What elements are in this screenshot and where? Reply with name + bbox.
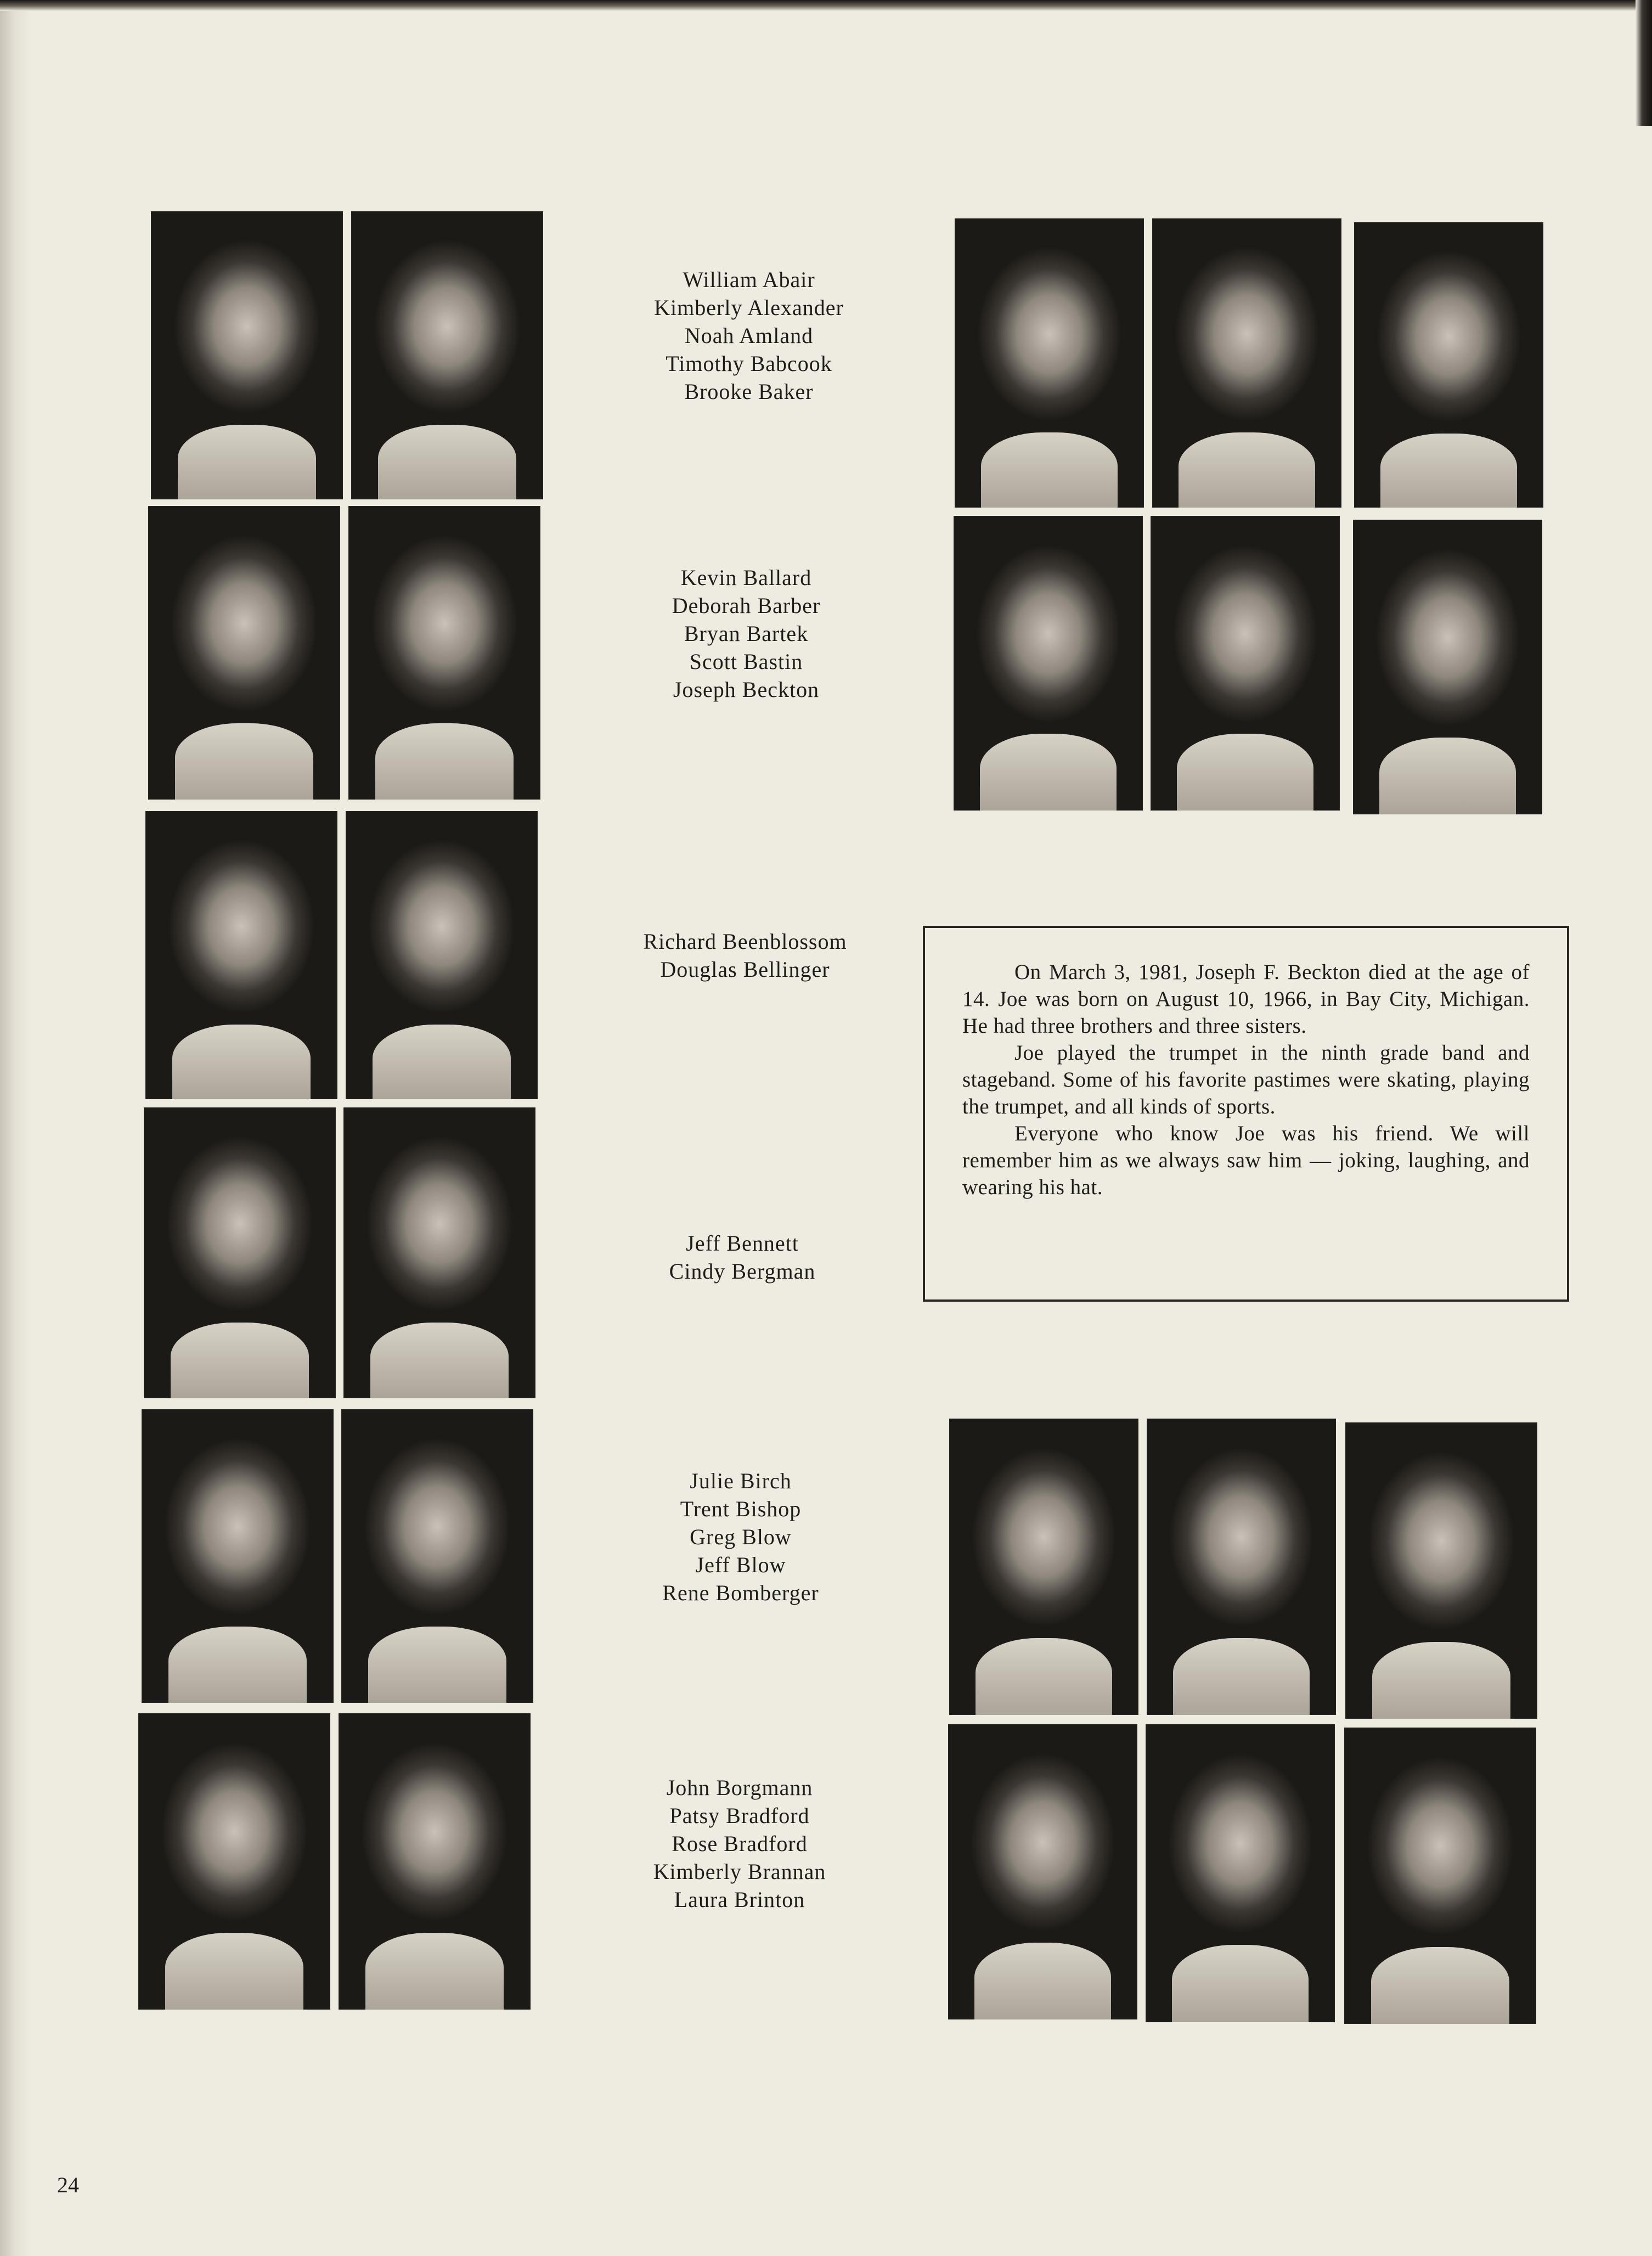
student-name: Kimberly Alexander: [654, 295, 844, 320]
student-name: Patsy Bradford: [669, 1803, 810, 1828]
memorial-paragraph: Joe played the trumpet in the ninth grade band and stageband. Some of his favorite pastimes were skating, playing the trumpet, and all kinds of sports.: [962, 1041, 1530, 1118]
portrait-photo: [1146, 1724, 1335, 2022]
portrait-photo: [145, 811, 337, 1099]
student-name: William Abair: [683, 267, 815, 292]
portrait-photo: [148, 506, 340, 800]
name-list: [604, 266, 894, 406]
portrait-photo: [949, 1419, 1138, 1715]
memorial-box: [923, 926, 1569, 1302]
portrait-photo: [142, 1409, 334, 1703]
portrait-photo: [144, 1107, 336, 1398]
student-name: Noah Amland: [684, 323, 814, 348]
portrait-photo: [948, 1724, 1137, 2019]
student-name: Deborah Barber: [672, 593, 821, 618]
page-corner-shadow: [1636, 0, 1652, 126]
name-list: [595, 1467, 886, 1607]
student-name: Greg Blow: [690, 1524, 792, 1549]
binding-spine: [0, 0, 32, 2256]
portrait-photo: [1151, 516, 1340, 811]
memorial-paragraph: Everyone who know Joe was his friend. We will remember him as we always saw him — joking, laughing, and wearing his hat.: [962, 1122, 1530, 1199]
portrait-photo: [1152, 218, 1341, 508]
memorial-paragraph: On March 3, 1981, Joseph F. Beckton died at the age of 14. Joe was born on August 10, 1966, in Bay City, Michigan. He had three brothers and three sisters.: [962, 960, 1530, 1038]
portrait-photo: [1147, 1419, 1336, 1715]
student-name: Bryan Bartek: [684, 621, 809, 646]
portrait-photo: [1344, 1728, 1536, 2024]
student-name: Joseph Beckton: [673, 677, 820, 702]
name-list: [597, 1229, 888, 1285]
student-name: John Borgmann: [666, 1775, 813, 1800]
page-number: 24: [57, 2173, 79, 2197]
portrait-photo: [151, 211, 343, 499]
student-name: Jeff Bennett: [686, 1231, 799, 1256]
portrait-photo: [954, 516, 1143, 811]
name-list: [601, 564, 892, 704]
student-name: Scott Bastin: [689, 649, 803, 674]
student-name: Kevin Ballard: [680, 565, 812, 590]
student-name: Cindy Bergman: [669, 1259, 816, 1284]
student-name: Laura Brinton: [674, 1887, 805, 1912]
portrait-photo: [351, 211, 543, 499]
page-top-edge: [0, 0, 1652, 11]
student-name: Richard Beenblossom: [643, 929, 847, 954]
portrait-photo: [343, 1107, 535, 1398]
student-name: Brooke Baker: [684, 379, 814, 404]
student-name: Timothy Babcook: [666, 351, 832, 376]
portrait-photo: [346, 811, 538, 1099]
student-name: Julie Birch: [690, 1469, 792, 1493]
portrait-photo: [1345, 1422, 1537, 1719]
student-name: Jeff Blow: [695, 1552, 786, 1577]
student-name: Rene Bomberger: [662, 1580, 819, 1605]
student-name: Rose Bradford: [672, 1831, 808, 1856]
portrait-photo: [339, 1713, 531, 2010]
portrait-photo: [341, 1409, 533, 1703]
name-list: [594, 1774, 885, 1914]
student-name: Trent Bishop: [680, 1497, 802, 1521]
portrait-photo: [138, 1713, 330, 2010]
student-name: Kimberly Brannan: [653, 1859, 826, 1884]
name-list: [600, 927, 890, 983]
portrait-photo: [348, 506, 540, 800]
portrait-photo: [955, 218, 1144, 508]
student-name: Douglas Bellinger: [660, 957, 830, 982]
portrait-photo: [1354, 222, 1543, 508]
portrait-photo: [1353, 520, 1542, 814]
